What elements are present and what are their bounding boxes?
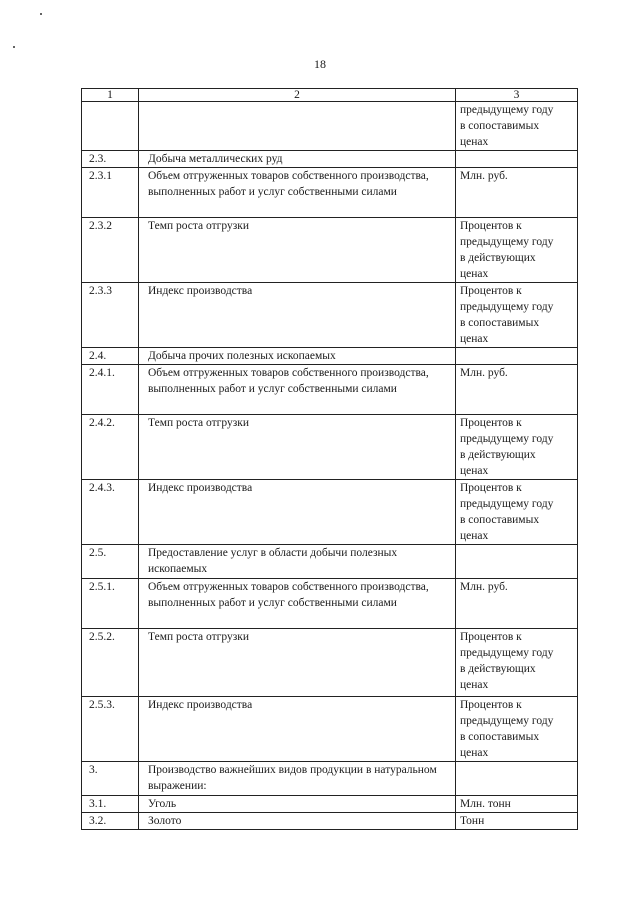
row-number: 3.	[82, 762, 139, 796]
table-row	[82, 283, 578, 348]
table-row	[82, 697, 578, 762]
row-number: 2.3.3	[82, 283, 139, 348]
row-number: 2.5.2.	[82, 629, 139, 697]
indicator-name: Индекс производства	[139, 283, 456, 348]
unit-of-measure: Процентов к предыдущему году в сопоставимых ценах	[456, 283, 578, 348]
header-cell-3: 3	[456, 89, 578, 102]
row-number: 3.2.	[82, 813, 139, 830]
row-number: 2.3.	[82, 151, 139, 168]
table-row	[82, 545, 578, 579]
indicators-table	[81, 88, 578, 830]
table-row	[82, 102, 578, 151]
indicator-name: Индекс производства	[139, 480, 456, 545]
indicator-name: Объем отгруженных товаров собственного производства, выполненных работ и услуг собственными силами	[139, 168, 456, 218]
row-number: 2.5.	[82, 545, 139, 579]
indicator-name: Производство важнейших видов продукции в натуральном выражении:	[139, 762, 456, 796]
table-row	[82, 168, 578, 218]
page-number: 18	[314, 57, 326, 71]
indicator-name: Темп роста отгрузки	[139, 415, 456, 480]
unit-of-measure	[456, 545, 578, 579]
unit-of-measure	[456, 348, 578, 365]
indicator-name: Добыча металлических руд	[139, 151, 456, 168]
indicator-name: Темп роста отгрузки	[139, 218, 456, 283]
row-number: 2.3.2	[82, 218, 139, 283]
unit-of-measure: предыдущему году в сопоставимых ценах	[456, 102, 578, 151]
unit-of-measure	[456, 762, 578, 796]
table-row	[82, 480, 578, 545]
table-row	[82, 151, 578, 168]
table-row	[82, 762, 578, 796]
indicator-name: Уголь	[139, 796, 456, 813]
table-row	[82, 579, 578, 629]
row-number: 2.4.2.	[82, 415, 139, 480]
indicator-name: Индекс производства	[139, 697, 456, 762]
row-number: 2.3.1	[82, 168, 139, 218]
unit-of-measure: Млн. тонн	[456, 796, 578, 813]
indicator-name: Добыча прочих полезных ископаемых	[139, 348, 456, 365]
indicator-name: Объем отгруженных товаров собственного производства, выполненных работ и услуг собственными силами	[139, 579, 456, 629]
indicator-name: Золото	[139, 813, 456, 830]
table-row	[82, 365, 578, 415]
table-body	[82, 89, 578, 830]
table-row	[82, 348, 578, 365]
unit-of-measure: Процентов к предыдущему году в сопоставимых ценах	[456, 480, 578, 545]
row-number: 2.4.3.	[82, 480, 139, 545]
table-header-row	[82, 89, 578, 102]
row-number: 2.5.3.	[82, 697, 139, 762]
unit-of-measure	[456, 151, 578, 168]
unit-of-measure: Процентов к предыдущему году в сопоставимых ценах	[456, 697, 578, 762]
unit-of-measure: Процентов к предыдущему году в действующих ценах	[456, 415, 578, 480]
indicator-name	[139, 102, 456, 151]
table-row	[82, 813, 578, 830]
scan-speck	[13, 46, 15, 48]
indicator-name: Предоставление услуг в области добычи полезных ископаемых	[139, 545, 456, 579]
header-cell-1: 1	[82, 89, 139, 102]
table-row	[82, 629, 578, 697]
unit-of-measure: Млн. руб.	[456, 168, 578, 218]
table-row	[82, 796, 578, 813]
scan-speck	[40, 13, 42, 15]
row-number	[82, 102, 139, 151]
row-number: 2.5.1.	[82, 579, 139, 629]
unit-of-measure: Млн. руб.	[456, 365, 578, 415]
indicator-name: Темп роста отгрузки	[139, 629, 456, 697]
row-number: 2.4.	[82, 348, 139, 365]
table-row	[82, 218, 578, 283]
row-number: 2.4.1.	[82, 365, 139, 415]
table-row	[82, 415, 578, 480]
unit-of-measure: Тонн	[456, 813, 578, 830]
row-number: 3.1.	[82, 796, 139, 813]
unit-of-measure: Процентов к предыдущему году в действующих ценах	[456, 629, 578, 697]
unit-of-measure: Млн. руб.	[456, 579, 578, 629]
indicator-name: Объем отгруженных товаров собственного производства, выполненных работ и услуг собственными силами	[139, 365, 456, 415]
unit-of-measure: Процентов к предыдущему году в действующих ценах	[456, 218, 578, 283]
header-cell-2: 2	[139, 89, 456, 102]
